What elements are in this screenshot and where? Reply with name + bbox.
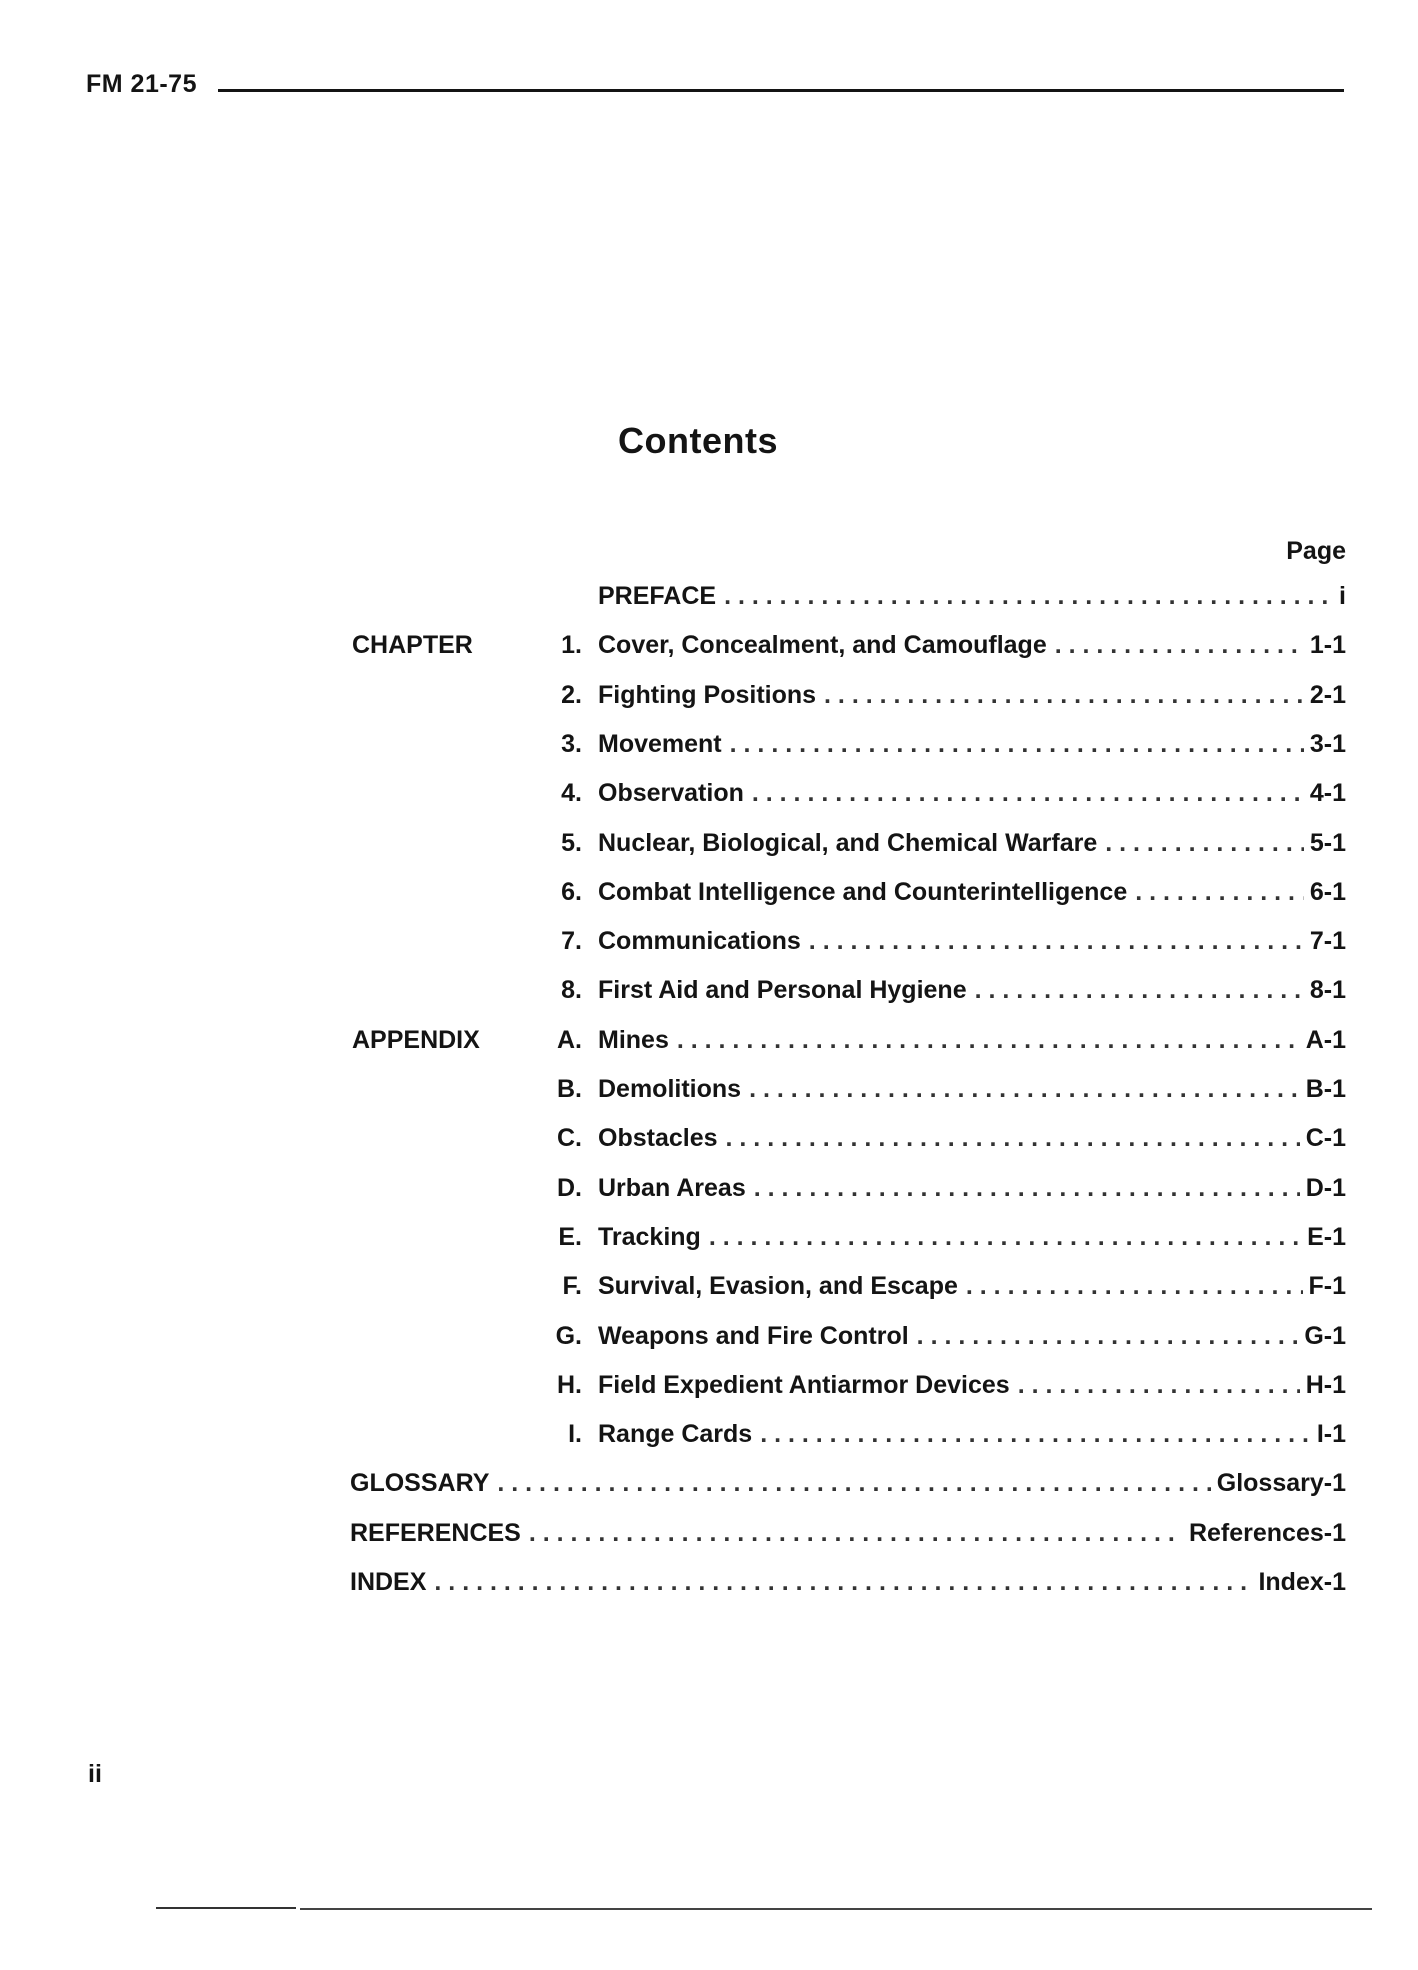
toc-entry-number: 5. <box>561 829 582 857</box>
toc-entry <box>0 1568 1418 1602</box>
toc-entry <box>0 1469 1418 1503</box>
dot-leader <box>1018 1371 1300 1400</box>
toc-entry-page: B-1 <box>1305 1075 1346 1103</box>
toc-entry-line <box>598 1223 1346 1252</box>
toc-entry <box>0 1272 1418 1306</box>
toc-entry <box>0 681 1418 715</box>
dot-leader <box>709 1223 1301 1252</box>
toc-entry-line <box>598 1026 1346 1055</box>
toc-group-label: APPENDIX <box>352 1026 480 1054</box>
toc-entry <box>0 878 1418 912</box>
page-folio: ii <box>88 1760 102 1788</box>
toc-entry-number: 3. <box>561 730 582 758</box>
toc-entry-title: Fighting Positions <box>598 681 817 709</box>
toc-entry-title: Mines <box>598 1026 669 1054</box>
toc-entry <box>0 976 1418 1010</box>
toc-entry-title: Survival, Evasion, and Escape <box>598 1272 958 1300</box>
toc-entry-page: 5-1 <box>1309 829 1346 857</box>
toc-entry-line <box>598 1322 1346 1351</box>
dot-leader <box>1135 878 1304 907</box>
toc-entry-page: H-1 <box>1305 1371 1346 1399</box>
toc-entry-line <box>350 1568 1346 1597</box>
toc-entry-page: G-1 <box>1304 1322 1346 1350</box>
dot-leader <box>966 1272 1303 1301</box>
toc-entry-page: 2-1 <box>1309 681 1346 709</box>
toc-entry-title: REFERENCES <box>350 1519 521 1547</box>
toc-entry <box>0 1519 1418 1553</box>
header-rule <box>218 89 1344 92</box>
toc-entry-line <box>598 730 1346 759</box>
toc-entry <box>0 927 1418 961</box>
dot-leader <box>749 1075 1300 1104</box>
toc-entry-line <box>598 1174 1346 1203</box>
page-title: Contents <box>618 420 778 461</box>
toc-entry-number: G. <box>555 1322 582 1350</box>
dot-leader <box>497 1469 1210 1498</box>
toc-entry-page: C-1 <box>1305 1124 1346 1152</box>
toc-entry-number: E. <box>558 1223 582 1251</box>
toc-entry-title: Weapons and Fire Control <box>598 1322 909 1350</box>
toc-entry-line <box>598 779 1346 808</box>
toc-entry-title: Range Cards <box>598 1420 753 1448</box>
toc-entry-page: Index-1 <box>1258 1568 1346 1596</box>
dot-leader <box>917 1322 1299 1351</box>
toc-entry-page: i <box>1339 582 1346 610</box>
toc-entry-page: 3-1 <box>1309 730 1346 758</box>
toc-entry-title: First Aid and Personal Hygiene <box>598 976 967 1004</box>
document-code: FM 21-75 <box>86 70 197 98</box>
toc-entry <box>0 730 1418 764</box>
toc-entry-number: D. <box>557 1174 582 1202</box>
toc-entry-page: D-1 <box>1305 1174 1346 1202</box>
toc-entry-line <box>598 1272 1346 1301</box>
toc-entry-title: Urban Areas <box>598 1174 746 1202</box>
toc-entry-line <box>598 829 1346 858</box>
dot-leader <box>809 927 1304 956</box>
toc-entry <box>0 631 1418 665</box>
dot-leader <box>726 1124 1300 1153</box>
toc-entry-number: A. <box>557 1026 582 1054</box>
toc-entry-line <box>598 681 1346 710</box>
toc-entry-page: 6-1 <box>1309 878 1346 906</box>
footer-rule <box>300 1908 1372 1910</box>
dot-leader <box>724 582 1333 611</box>
toc-entry-number: 1. <box>561 631 582 659</box>
toc-entry <box>0 1420 1418 1454</box>
toc-entry-line <box>598 976 1346 1005</box>
toc-group-label: CHAPTER <box>352 631 473 659</box>
dot-leader <box>824 681 1304 710</box>
toc-entry-line <box>598 582 1346 611</box>
toc-entry <box>0 1026 1418 1060</box>
toc-entry-number: H. <box>557 1371 582 1399</box>
toc-entry-title: Demolitions <box>598 1075 742 1103</box>
toc-entry-page: Glossary-1 <box>1216 1469 1346 1497</box>
page-column-label: Page <box>1286 537 1346 565</box>
toc-entry <box>0 779 1418 813</box>
toc-entry-line <box>598 1124 1346 1153</box>
dot-leader <box>1105 829 1304 858</box>
toc-entry-title: PREFACE <box>598 582 717 610</box>
dot-leader <box>752 779 1304 808</box>
toc-entry <box>0 1124 1418 1158</box>
toc-entry <box>0 1223 1418 1257</box>
dot-leader <box>975 976 1304 1005</box>
toc-entry <box>0 1322 1418 1356</box>
toc-entry-title: Obstacles <box>598 1124 718 1152</box>
toc-entry-title: Tracking <box>598 1223 701 1251</box>
toc-entry <box>0 829 1418 863</box>
toc-entry-page: 8-1 <box>1309 976 1346 1004</box>
dot-leader <box>760 1420 1311 1449</box>
toc-entry-number: 7. <box>561 927 582 955</box>
dot-leader <box>677 1026 1300 1055</box>
toc-entry-line <box>598 631 1346 660</box>
toc-entry-title: Cover, Concealment, and Camouflage <box>598 631 1047 659</box>
toc-entry-line <box>598 1075 1346 1104</box>
dot-leader <box>529 1519 1183 1548</box>
toc-entry-page: 1-1 <box>1309 631 1346 659</box>
toc-entry-number: 8. <box>561 976 582 1004</box>
toc-entry-line <box>350 1519 1346 1548</box>
toc-entry <box>0 1075 1418 1109</box>
dot-leader <box>730 730 1304 759</box>
dot-leader <box>434 1568 1252 1597</box>
toc-entry-line <box>598 1420 1346 1449</box>
footer-rule <box>156 1907 296 1909</box>
toc-entry-page: References-1 <box>1188 1519 1346 1547</box>
toc-entry-number: C. <box>557 1124 582 1152</box>
toc-entry-number: 6. <box>561 878 582 906</box>
toc-entry-line <box>598 927 1346 956</box>
toc-entry-title: Communications <box>598 927 801 955</box>
toc-entry-line <box>598 878 1346 907</box>
toc-entry-title: Combat Intelligence and Counterintelligence <box>598 878 1128 906</box>
toc-entry-number: F. <box>562 1272 582 1300</box>
toc-entry-title: Field Expedient Antiarmor Devices <box>598 1371 1010 1399</box>
toc-entry-number: I. <box>568 1420 582 1448</box>
dot-leader <box>754 1174 1300 1203</box>
toc-entry-page: 4-1 <box>1309 779 1346 807</box>
toc-entry-line <box>350 1469 1346 1498</box>
toc-entry-page: E-1 <box>1307 1223 1346 1251</box>
dot-leader <box>1055 631 1304 660</box>
toc-entry <box>0 582 1418 616</box>
toc-entry-title: INDEX <box>350 1568 427 1596</box>
running-header <box>86 70 1344 100</box>
toc-entry <box>0 1371 1418 1405</box>
toc-entry-page: I-1 <box>1316 1420 1346 1448</box>
toc-entry-page: F-1 <box>1308 1272 1346 1300</box>
toc-entry-title: Movement <box>598 730 722 758</box>
toc-entry <box>0 1174 1418 1208</box>
toc-entry-title: Observation <box>598 779 744 807</box>
toc-entry-page: A-1 <box>1305 1026 1346 1054</box>
toc-entry-number: 4. <box>561 779 582 807</box>
toc-entry-page: 7-1 <box>1309 927 1346 955</box>
toc-entry-title: Nuclear, Biological, and Chemical Warfare <box>598 829 1098 857</box>
toc-entry-line <box>598 1371 1346 1400</box>
toc-entry-number: 2. <box>561 681 582 709</box>
toc-entry-title: GLOSSARY <box>350 1469 490 1497</box>
toc-entry-number: B. <box>557 1075 582 1103</box>
